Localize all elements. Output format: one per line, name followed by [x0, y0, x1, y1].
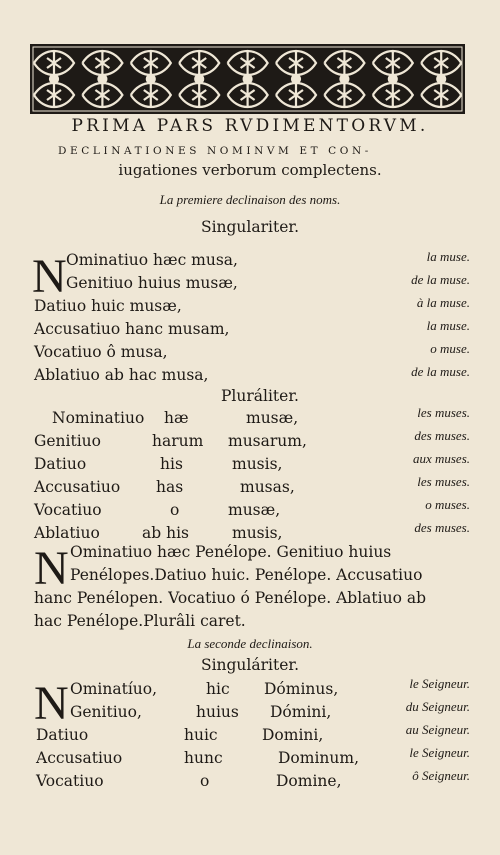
declension-form: Dómini,: [270, 703, 332, 721]
latin-row: Genitiuo huius musæ,: [66, 274, 238, 292]
dropcap-n: N: [32, 250, 67, 303]
latin-row: Ablatiuo ab hac musa,: [34, 366, 209, 384]
french-gloss: la muse.: [426, 249, 470, 264]
french-gloss: aux muses.: [412, 451, 470, 466]
declension-form: Domine,: [276, 772, 342, 790]
french-gloss: au Seigneur.: [405, 722, 470, 737]
plural-article: hæ: [164, 409, 189, 427]
ornament-dot: [437, 75, 445, 83]
ornament-dot: [292, 75, 300, 83]
french-heading-first-declension: La premiere declinaison des noms.: [159, 192, 341, 207]
french-gloss: du Seigneur.: [405, 699, 470, 714]
plural-article: his: [160, 455, 183, 473]
french-gloss: de la muse.: [411, 364, 470, 379]
latin-row: Vocatiuo ô musa,: [34, 343, 168, 361]
declension-case: Vocatiuo: [36, 772, 104, 790]
french-gloss: de la muse.: [411, 272, 470, 287]
latin-row: Datiuo huic musæ,: [34, 297, 182, 315]
singular-heading: Singuláriter.: [200, 656, 300, 674]
dropcap-n: N: [34, 677, 69, 730]
french-gloss: o muse.: [430, 341, 470, 356]
plural-form: musæ,: [246, 409, 299, 427]
subtitle-line-1: DECLINATIONES NOMINVM ET CON-: [58, 145, 372, 157]
declension-case: Datiuo: [36, 726, 89, 744]
plural-case: Datiuo: [34, 455, 87, 473]
plural-form: musas,: [240, 478, 295, 496]
penelope-line: Ominatiuo hæc Penélope. Genitiuo huius: [70, 543, 392, 561]
french-gloss: la muse.: [426, 318, 470, 333]
plural-heading: Pluráliter.: [221, 387, 299, 405]
declension-article: hic: [206, 680, 230, 698]
latin-row: Ominatiuo hæc musa,: [66, 251, 238, 269]
plural-article: ab his: [142, 524, 189, 542]
declension-case: Genitiuo,: [70, 703, 142, 721]
declension-case: Ominatíuo,: [70, 680, 158, 698]
plural-form: musis,: [232, 524, 283, 542]
ornament-dot: [195, 75, 203, 83]
declension-case: Accusatiuo: [36, 749, 123, 767]
french-gloss: des muses.: [414, 428, 470, 443]
declension-article: huius: [196, 703, 239, 721]
latin-row: Accusatiuo hanc musam,: [34, 320, 230, 338]
declension-article: o: [200, 772, 210, 790]
ornament-dot: [98, 75, 106, 83]
ornament-dot: [147, 75, 155, 83]
plural-case: Vocatiuo: [34, 501, 102, 519]
french-gloss: ô Seigneur.: [412, 768, 470, 783]
plural-article: has: [156, 478, 184, 496]
ornament-dot: [244, 75, 252, 83]
plural-case: Nominatiuo: [52, 409, 145, 427]
french-gloss: o muses.: [425, 497, 470, 512]
plural-case: Genitiuo: [34, 432, 101, 450]
french-gloss: à la muse.: [416, 295, 470, 310]
penelope-line: hanc Penélopen. Vocatiuo ó Penélope. Ablatiuo ab: [34, 589, 427, 607]
plural-article: harum: [152, 432, 204, 450]
declension-form: Dóminus,: [264, 680, 339, 698]
french-gloss: le Seigneur.: [409, 676, 470, 691]
declension-article: huic: [184, 726, 218, 744]
page-title: PRIMA PARS RVDIMENTORVM.: [71, 116, 429, 136]
subtitle-line-2: iugationes verborum complectens.: [118, 161, 382, 179]
declension-form: Domini,: [262, 726, 324, 744]
french-gloss: les muses.: [417, 474, 470, 489]
singular-heading: Singulariter.: [200, 218, 300, 236]
penelope-line: hac Penélope.Plurâli caret.: [34, 612, 246, 630]
french-gloss: le Seigneur.: [409, 745, 470, 760]
plural-form: musarum,: [228, 432, 307, 450]
plural-form: musæ,: [228, 501, 281, 519]
plural-form: musis,: [232, 455, 283, 473]
ornament-dot: [50, 75, 58, 83]
plural-article: o: [170, 501, 180, 519]
ornament-dot: [389, 75, 397, 83]
french-gloss: des muses.: [414, 520, 470, 535]
french-heading-second-declension: La seconde declinaison.: [187, 636, 313, 651]
plural-case: Accusatiuo: [34, 478, 121, 496]
french-gloss: les muses.: [417, 405, 470, 420]
plural-case: Ablatiuo: [34, 524, 100, 542]
ornamental-header-band: [30, 44, 465, 114]
declension-form: Dominum,: [278, 749, 360, 767]
ornament-dot: [340, 75, 348, 83]
dropcap-n: N: [34, 542, 69, 595]
declension-article: hunc: [184, 749, 223, 767]
penelope-line: Penélopes.Datiuo huic. Penélope. Accusatiuo: [70, 566, 423, 584]
